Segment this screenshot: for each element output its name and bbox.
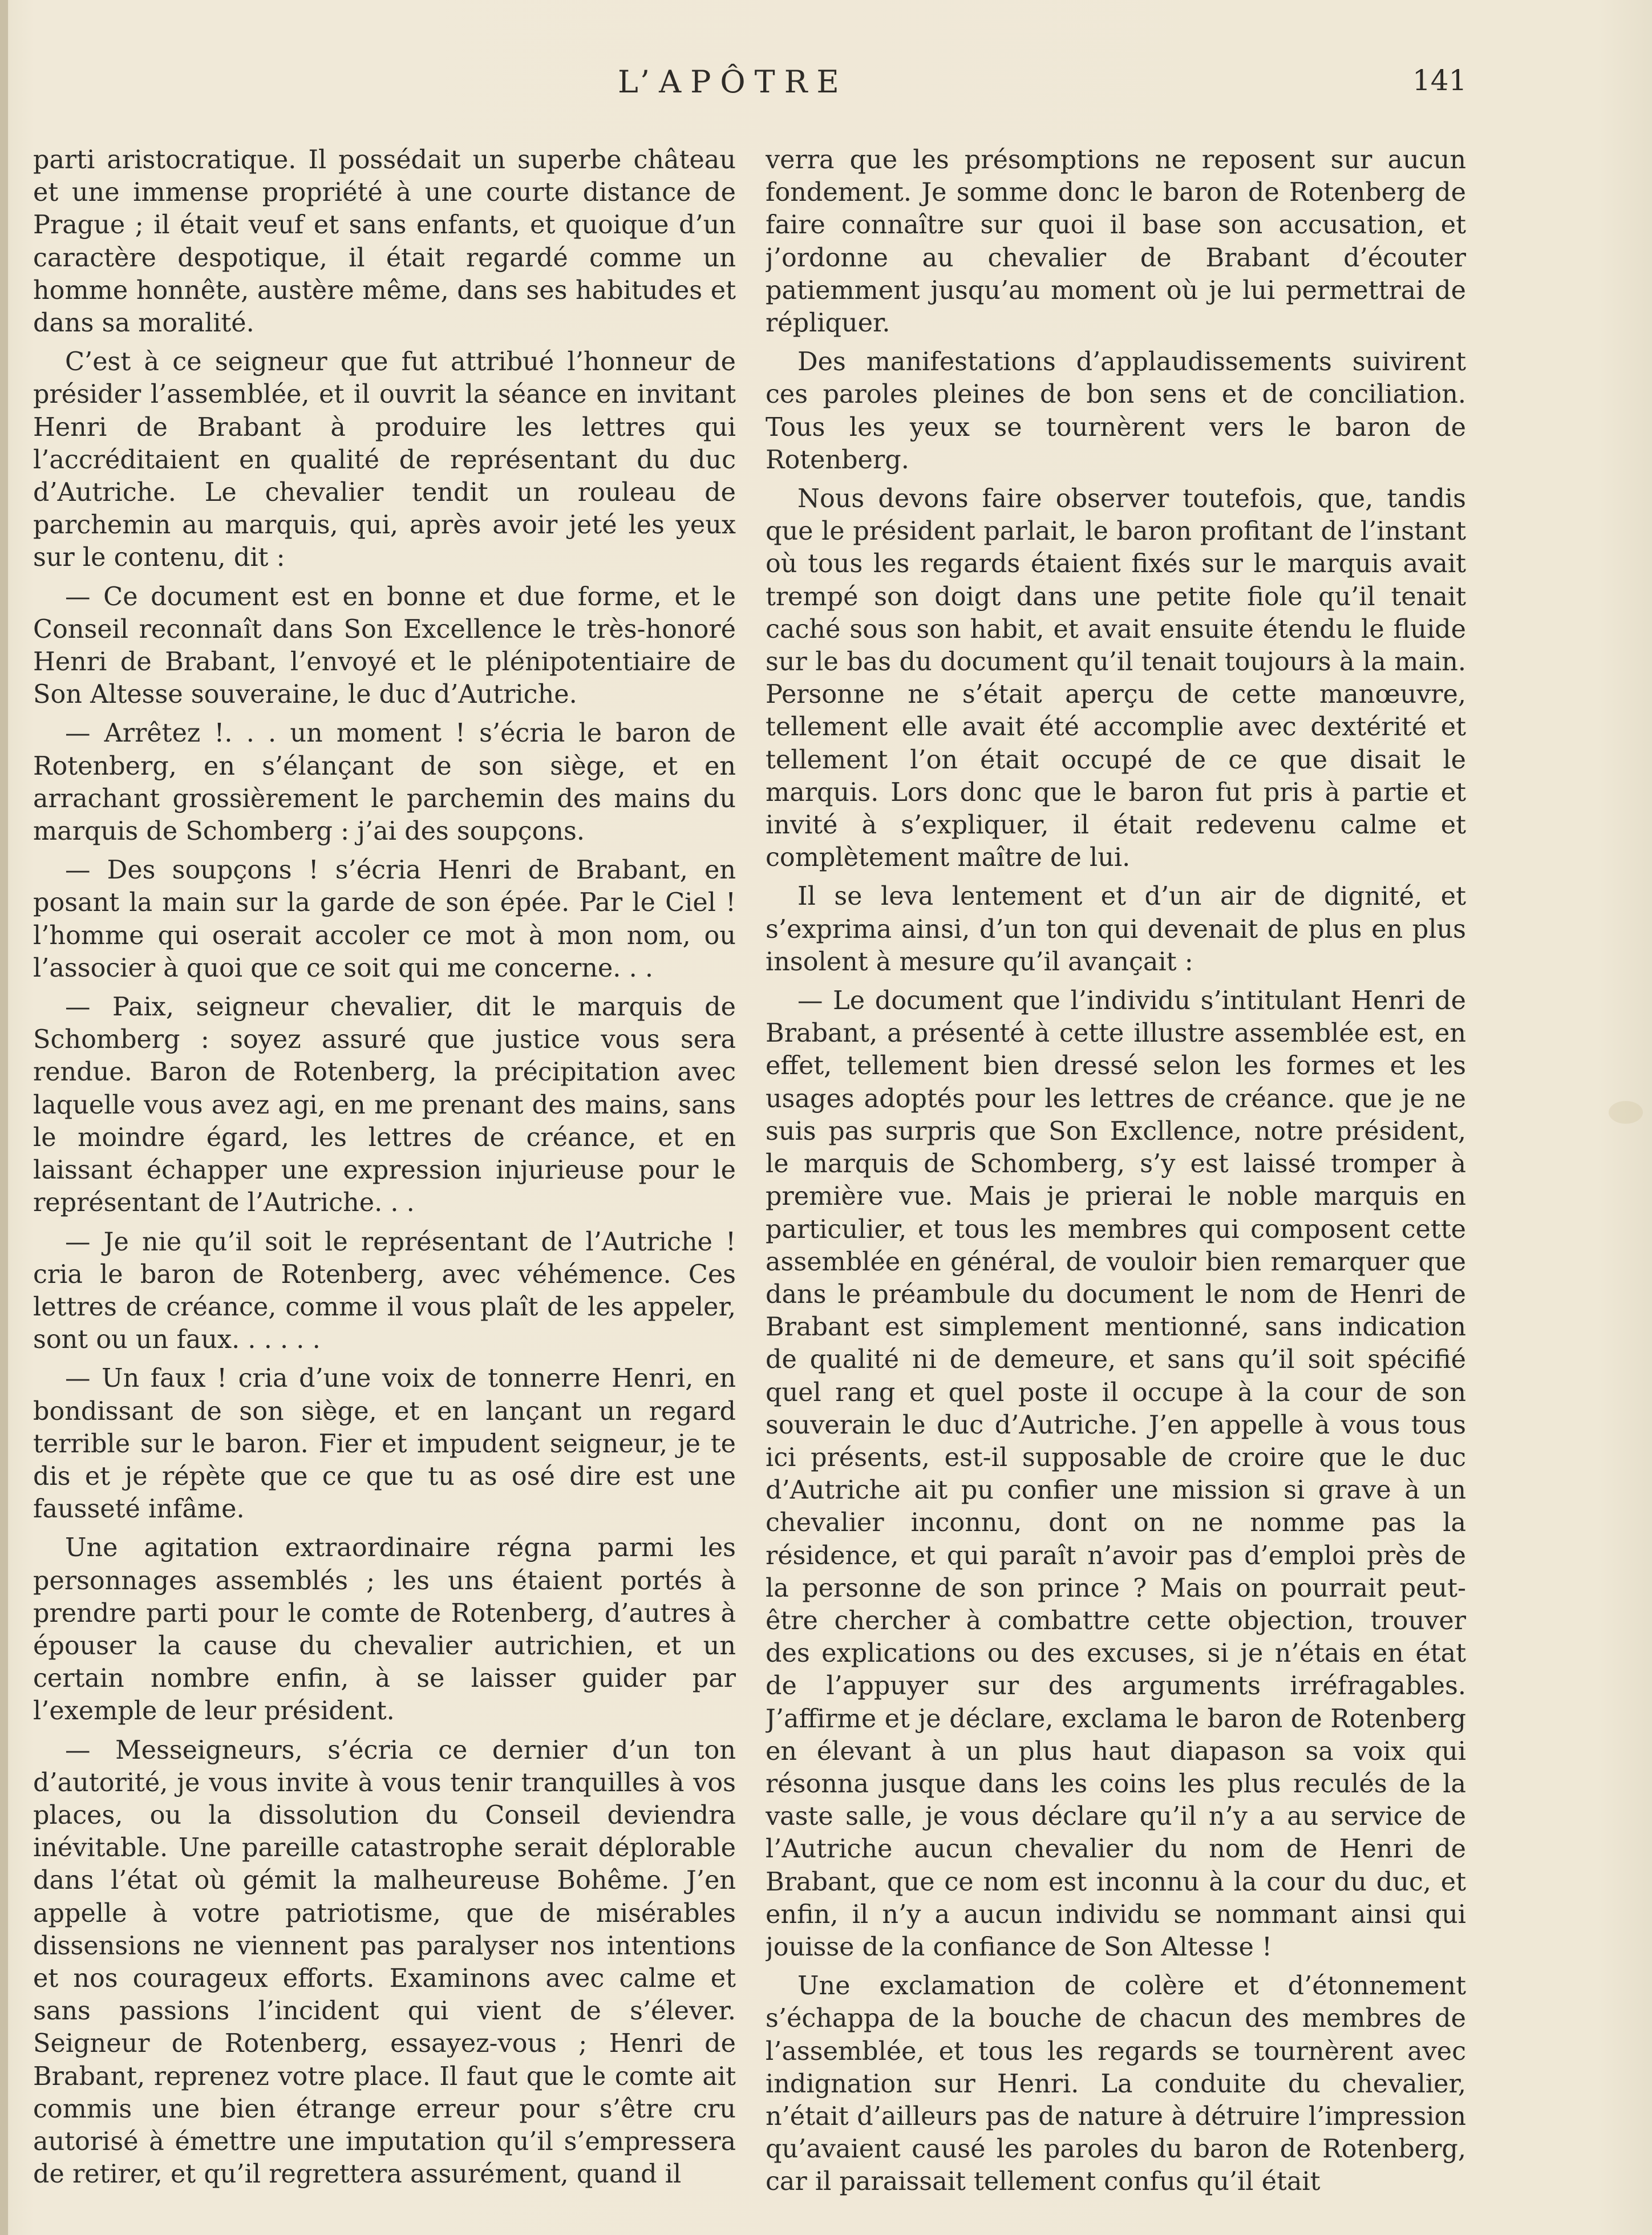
paragraph: Des manifestations d’applaudissements suivirent ces paroles pleines de bon sens et de conciliation. Tous les yeux se tournèrent vers le baron de Rotenberg.	[766, 347, 1466, 475]
paragraph: C’est à ce seigneur que fut attribué l’honneur de présider l’assemblée, et il ouvrit la séance en invitant Henri de Brabant à produire les lettres qui l’accréditaient en qualité de représentant du duc d’Autriche. Le chevalier tendit un rouleau de parchemin au marquis, qui, après avoir jeté les yeux sur le contenu, dit :	[33, 347, 736, 573]
dialogue-paragraph: — Le document que l’individu s’intitulant Henri de Brabant, a présenté à cette illustre assemblée est, en effet, tellement bien dressé selon les formes et les usages adoptés pour les lettres de créance. que je ne suis pas surpris que Son Excllence, notre président, le marquis de Schomberg, s’y est laissé tromper à première vue. Mais je prierai le noble marquis en particulier, et tous les membres qui composent cette assemblée en général, de vouloir bien remarquer que dans le préambule du document le nom de Henri de Brabant est simplement mentionné, sans indication de qualité ni de demeure, et sans qu’il soit spécifié quel rang et quel poste il occupe à la cour de son souverain le duc d’Autriche. J’en appelle à vous tous ici présents, est-il supposable de croire que le duc d’Autriche ait pu confier une mission si grave à un chevalier inconnu, dont on ne nomme pas la résidence, et qui paraît n’avoir pas d’emploi près de la personne de son prince ? Mais on pourrait peut-être chercher à combattre cette objection, trouver des explications ou des excuses, si je n’étais en état de l’appuyer sur des arguments irréfragables. J’affirme et je déclare, exclama le baron de Rotenberg en élevant à un plus haut diapason sa voix qui résonna jusque dans les coins les plus reculés de la vaste salle, je vous déclare qu’il n’y a au service de l’Autriche aucun chevalier du nom de Henri de Brabant, que ce nom est inconnu à la cour du duc, et enfin, il n’y a aucun individu se nommant ainsi qui jouisse de la confiance de Son Altesse !	[766, 986, 1466, 1962]
paragraph: Une agitation extraordinaire régna parmi les personnages assemblés ; les uns étaient portés à prendre parti pour le comte de Rotenberg, d’autres à épouser la cause du chevalier autrichien, et un certain nombre enfin, à se laisser guider par l’exemple de leur président.	[33, 1533, 736, 1726]
paper-stain	[1609, 1101, 1643, 1124]
paragraph: parti aristocratique. Il possédait un superbe château et une immense propriété à une courte distance de Prague ; il était veuf et sans enfants, et quoique d’un caractère despotique, il était regardé comme un homme honnête, austère même, dans ses habitudes et dans sa moralité.	[33, 145, 736, 338]
page-number: 141	[1412, 64, 1467, 97]
dialogue-paragraph: — Des soupçons ! s’écria Henri de Brabant, en posant la main sur la garde de son épée. Par le Ciel ! l’homme qui oserait accoler ce mot à mon nom, ou l’associer à quoi que ce soit qui me concerne. . .	[33, 856, 736, 983]
dialogue-paragraph: — Un faux ! cria d’une voix de tonnerre Henri, en bondissant de son siège, et en lançant un regard terrible sur le baron. Fier et impudent seigneur, je te dis et je répète que ce que tu as osé dire est une fausseté infâme.	[33, 1364, 736, 1524]
dialogue-paragraph: — Je nie qu’il soit le représentant de l’Autriche ! cria le baron de Rotenberg, avec véhémence. Ces lettres de créance, comme il vous plaît de les appeler, sont ou un faux. . . . . .	[33, 1227, 736, 1355]
dialogue-paragraph: — Paix, seigneur chevalier, dit le marquis de Schomberg : soyez assuré que justice vous sera rendue. Baron de Rotenberg, la précipitation avec laquelle vous avez agi, en me prenant des mains, sans le moindre égard, les lettres de créance, et en laissant échapper une expression injurieuse pour le représentant de l’Autriche. . .	[33, 993, 736, 1218]
left-text-column	[33, 144, 736, 2220]
dialogue-paragraph: — Messeigneurs, s’écria ce dernier d’un ton d’autorité, je vous invite à vous tenir tranquilles à vos places, ou la dissolution du Conseil deviendra inévitable. Une pareille catastrophe serait déplorable dans l’état où gémit la malheureuse Bohême. J’en appelle à votre patriotisme, que de misérables dissensions ne viennent pas paralyser nos intentions et nos courageux efforts. Examinons avec calme et sans passions l’incident qui vient de s’élever. Seigneur de Rotenberg, essayez-vous ; Henri de Brabant, reprenez votre place. Il faut que le comte ait commis une bien étrange erreur pour s’être cru autorisé à émettre une imputation qu’il s’empressera de retirer, et qu’il regrettera assurément, quand il	[33, 1735, 736, 2189]
dialogue-paragraph: — Ce document est en bonne et due forme, et le Conseil reconnaît dans Son Excellence le très-honoré Henri de Brabant, l’envoyé et le plénipotentiaire de Son Altesse souveraine, le duc d’Autriche.	[33, 582, 736, 710]
paragraph: Une exclamation de colère et d’étonnement s’échappa de la bouche de chacun des membres de l’assemblée, et tous les regards se tournèrent avec indignation sur Henri. La conduite du chevalier, n’était d’ailleurs pas de nature à détruire l’impression qu’avaient causé les paroles du baron de Rotenberg, car il paraissait tellement confus qu’il était	[766, 1971, 1466, 2197]
running-title: L’APÔTRE	[618, 64, 848, 100]
page-binding-edge	[0, 0, 8, 2235]
paragraph: Nous devons faire observer toutefois, que, tandis que le président parlait, le baron profitant de l’instant où tous les regards étaient fixés sur le marquis avait trempé son doigt dans une petite fiole qu’il tenait caché sous son habit, et avait ensuite étendu le fluide sur le bas du document qu’il tenait toujours à la main. Personne ne s’était aperçu de cette manœuvre, tellement elle avait été accomplie avec dextérité et tellement l’on était occupé de ce que disait le marquis. Lors donc que le baron fut pris à partie et invité à s’expliquer, il était redevenu calme et complètement maître de lui.	[766, 484, 1466, 873]
dialogue-paragraph: — Arrêtez !. . . un moment ! s’écria le baron de Rotenberg, en s’élançant de son siège, et en arrachant grossièrement le parchemin des mains du marquis de Schomberg : j’ai des soupçons.	[33, 719, 736, 847]
paragraph: Il se leva lentement et d’un air de dignité, et s’exprima ainsi, d’un ton qui devenait de plus en plus insolent à mesure qu’il avançait :	[766, 882, 1466, 977]
paragraph: verra que les présomptions ne reposent sur aucun fondement. Je somme donc le baron de Rotenberg de faire connaître sur quoi il base son accusation, et j’ordonne au chevalier de Brabant d’écouter patiemment jusqu’au moment où je lui permettrai de répliquer.	[766, 145, 1466, 338]
right-text-column	[766, 144, 1466, 2220]
